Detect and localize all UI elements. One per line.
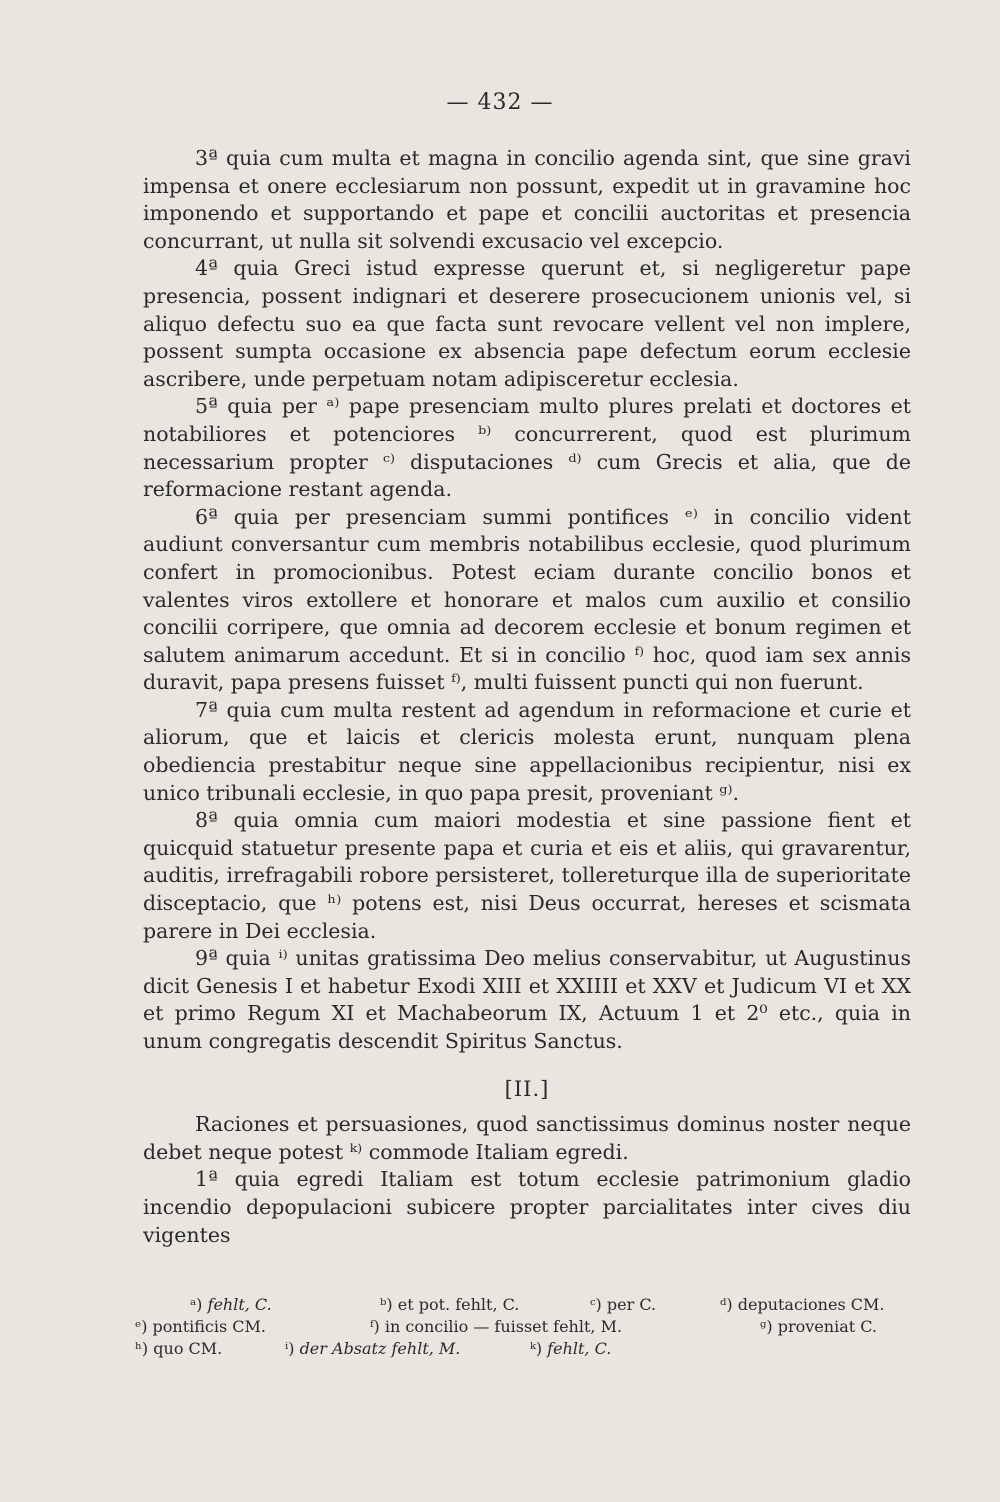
- footnote-a: ᵃ) fehlt, C.: [190, 1295, 272, 1314]
- footnote-e: ᵉ) pontificis CM.: [135, 1317, 267, 1336]
- footnotes: [135, 1294, 913, 1360]
- section-paragraph-1: 1ª quia egredi Italiam est totum ecclesie patrimonium gladio incendio depopulacioni subicere propter parcialitates inter cives diu vigentes: [143, 1167, 911, 1247]
- footnote-c: ᶜ) per C.: [590, 1295, 657, 1314]
- footnote-i: ⁱ) der Absatz fehlt, M.: [285, 1339, 461, 1358]
- section-heading: [II.]: [504, 1076, 550, 1101]
- footnote-row: [135, 1294, 913, 1316]
- body-text: [143, 145, 911, 1249]
- footnote-g: ᵍ) proveniat C.: [760, 1317, 877, 1336]
- section-intro: Raciones et persuasiones, quod sanctissimus dominus noster neque debet neque potest ᵏ⁾ commode Italiam egredi.: [143, 1112, 911, 1164]
- footnote-b: ᵇ) et pot. fehlt, C.: [380, 1295, 520, 1314]
- paragraph-6: 6ª quia per presenciam summi pontifices ᵉ⁾ in concilio vident audiunt conversantur cum membris notabilibus ecclesie, quod plurimum confert in promocionibus. Potest eciam durante concilio bonos et valentes viros extollere et honorare et malos cum auxilio et consilio concilii corripere, que omnia ad decorem ecclesie et bonum regimen et salutem animarum accedunt. Et si in concilio ᶠ⁾ hoc, quod iam sex annis duravit, papa presens fuisset ᶠ⁾, multi fuissent puncti qui non fuerunt.: [143, 504, 911, 695]
- footnote-row: [135, 1338, 913, 1360]
- paragraph-5: 5ª quia per ᵃ⁾ pape presenciam multo plures prelati et doctores et notabiliores et potenciores ᵇ⁾ concurrerent, quod est plurimum necessarium propter ᶜ⁾ disputaciones ᵈ⁾ cum Grecis et alia, que de reformacione restant agenda.: [143, 394, 911, 502]
- paragraph-8: 8ª quia omnia cum maiori modestia et sine passione fient et quicquid statuetur presente papa et curia et eis et aliis, qui gravarentur, auditis, irrefragabili robore persisteret, tollereturque illa de superioritate disceptacio, que ʰ⁾ potens est, nisi Deus occurrat, hereses et scismata parere in Dei ecclesia.: [143, 808, 911, 943]
- paragraph-3: 3ª quia cum multa et magna in concilio agenda sint, que sine gravi impensa et onere ecclesiarum non possunt, expedit ut in gravamine hoc imponendo et supportando et pape et concilii auctoritas et presencia concurrant, ut nulla sit solvendi excusacio vel excepcio.: [143, 146, 911, 253]
- footnote-d: ᵈ) deputaciones CM.: [720, 1295, 885, 1314]
- paragraph-4: 4ª quia Greci istud expresse querunt et, si negligeretur pape presencia, possent indignari et deserere prosecucionem unionis vel, si aliquo defectu suo ea que facta sunt revocare vellent vel non implere, possent sumpta occasione ex absencia pape defectum eorum ecclesie ascribere, unde perpetuam notam adipisceretur ecclesia.: [143, 256, 911, 391]
- paragraph-9: 9ª quia ⁱ⁾ unitas gratissima Deo melius conservabitur, ut Augustinus dicit Genesis I et habetur Exodi XIII et XXIIII et XXV et Judicum VI et XX et primo Regum XI et Machabeorum IX, Actuum 1 et 2⁰ etc., quia in unum congregatis descendit Spiritus Sanctus.: [143, 946, 911, 1053]
- footnote-f: ᶠ) in concilio — fuisset fehlt, M.: [370, 1317, 623, 1336]
- footnote-k: ᵏ) fehlt, C.: [530, 1339, 612, 1358]
- footnote-row: [135, 1316, 913, 1338]
- page-number: — 432 —: [446, 90, 554, 115]
- paragraph-7: 7ª quia cum multa restent ad agendum in reformacione et curie et aliorum, que et laicis et clericis molesta erunt, nunquam plena obediencia prestabitur neque sine appellacionibus recipientur, nisi ex unico tribunali ecclesie, in quo papa presit, proveniant ᵍ⁾.: [143, 697, 911, 805]
- footnote-h: ʰ) quo CM.: [135, 1339, 223, 1358]
